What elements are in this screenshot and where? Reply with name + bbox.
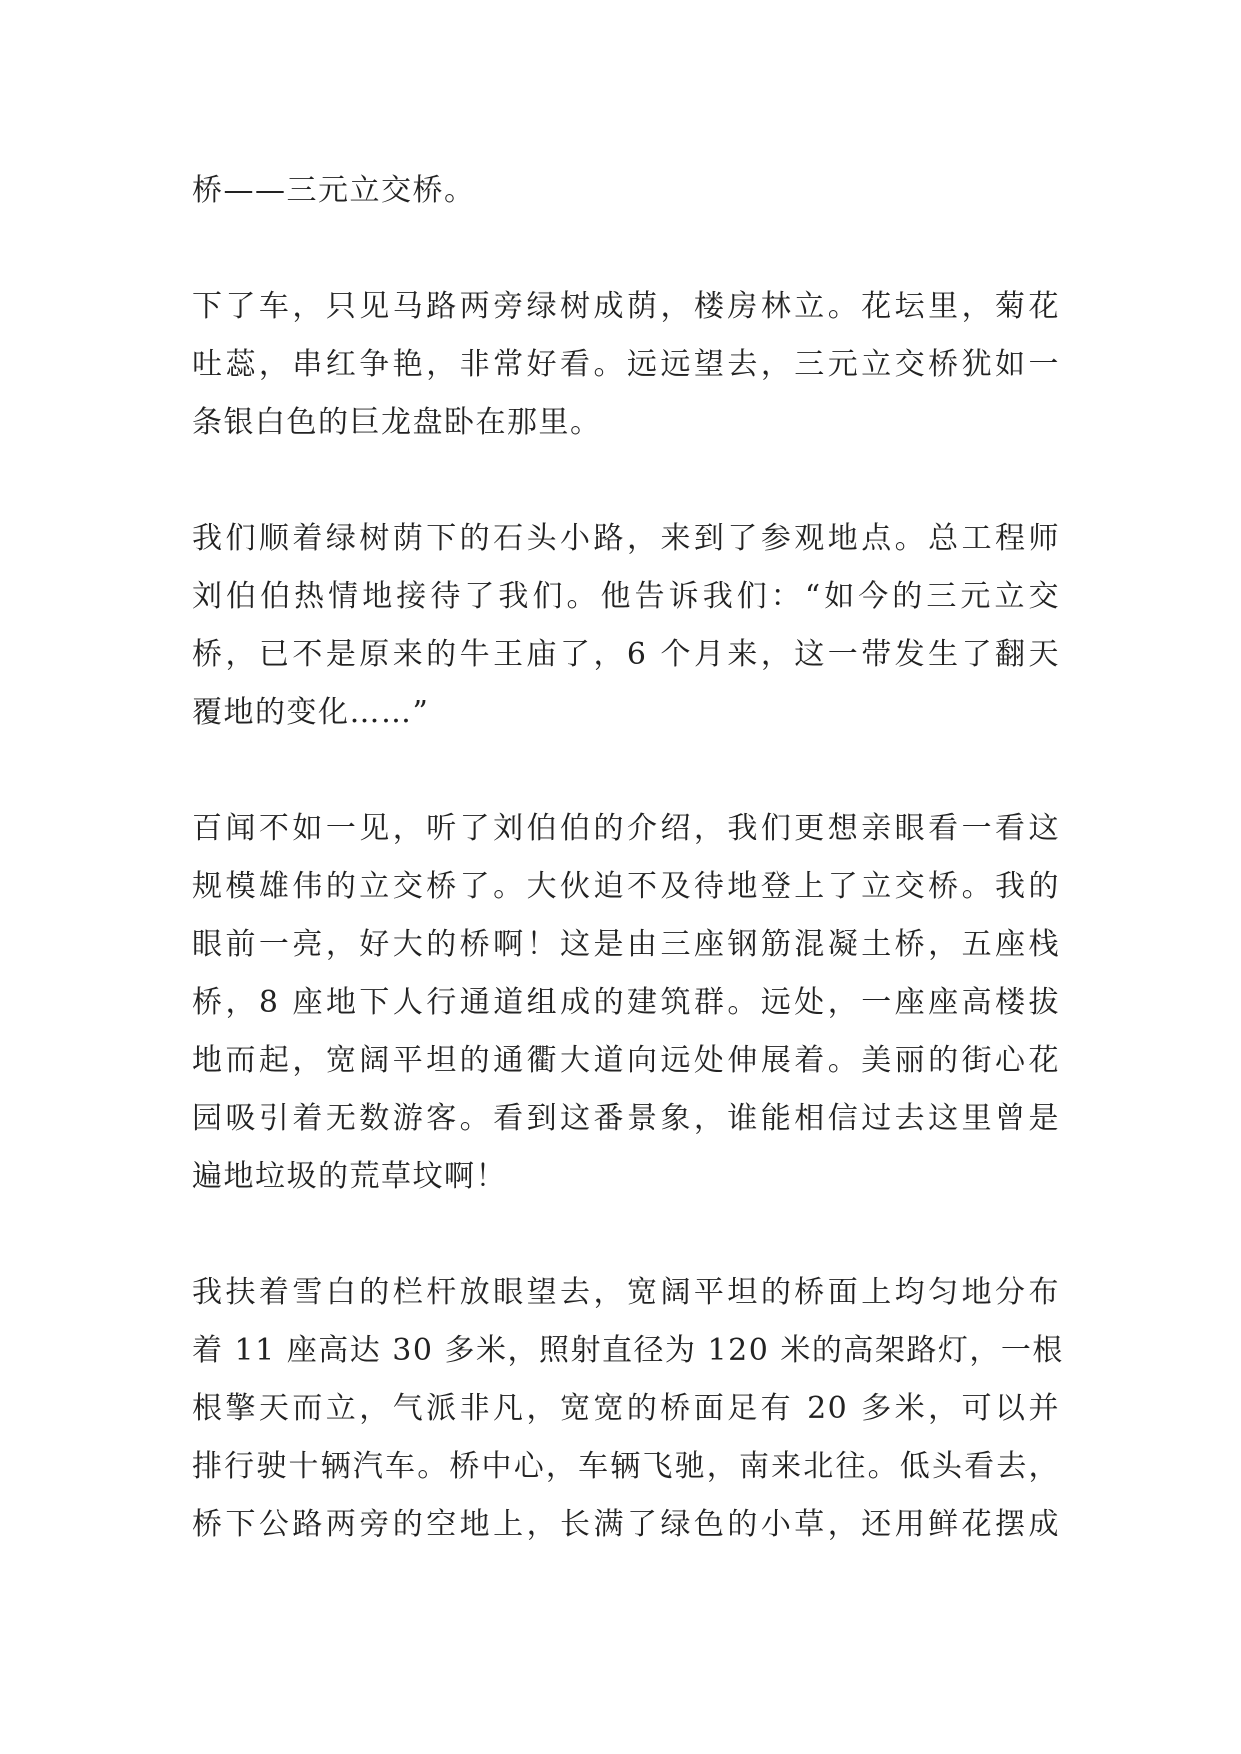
text-line: 园吸引着无数游客。看到这番景象，谁能相信过去这里曾是 — [192, 1101, 1060, 1136]
text-line: 规模雄伟的立交桥了。大伙迫不及待地登上了立交桥。我的 — [192, 869, 1060, 904]
text-line: 我们顺着绿树荫下的石头小路，来到了参观地点。总工程师 — [192, 521, 1060, 556]
text-line: 遍地垃圾的荒草坟啊！ — [192, 1159, 507, 1194]
text-line: 刘伯伯热情地接待了我们。他告诉我们：“如今的三元立交 — [192, 579, 1060, 614]
paragraph-5 — [192, 1264, 1064, 1554]
text-line: 桥下公路两旁的空地上，长满了绿色的小草，还用鲜花摆成 — [192, 1507, 1060, 1542]
text-line: 桥，已不是原来的牛王庙了，6 个月来，这一带发生了翻天 — [192, 637, 1060, 672]
text-line: 吐蕊，串红争艳，非常好看。远远望去，三元立交桥犹如一 — [192, 347, 1060, 382]
text-line: 地而起，宽阔平坦的通衢大道向远处伸展着。美丽的街心花 — [192, 1043, 1060, 1078]
text-line: 覆地的变化……” — [192, 695, 430, 730]
text-line: 眼前一亮，好大的桥啊！这是由三座钢筋混凝土桥，五座栈 — [192, 927, 1060, 962]
text-line: 百闻不如一见，听了刘伯伯的介绍，我们更想亲眼看一看这 — [192, 811, 1060, 846]
text-line: 条银白色的巨龙盘卧在那里。 — [192, 405, 602, 440]
text-line: 桥，8 座地下人行通道组成的建筑群。远处，一座座高楼拔 — [192, 985, 1060, 1020]
text-line: 下了车，只见马路两旁绿树成荫，楼房林立。花坛里，菊花 — [192, 289, 1060, 324]
text-line: 排行驶十辆汽车。桥中心，车辆飞驰，南来北往。低头看去， — [192, 1449, 1060, 1484]
text-line: 桥——三元立交桥。 — [192, 173, 476, 208]
paragraph-4 — [192, 800, 1060, 1206]
document-body — [192, 162, 1064, 1612]
text-line: 我扶着雪白的栏杆放眼望去，宽阔平坦的桥面上均匀地分布 — [192, 1275, 1060, 1310]
paragraph-2 — [192, 278, 1060, 452]
text-line: 根擎天而立，气派非凡，宽宽的桥面足有 20 多米，可以并 — [192, 1391, 1060, 1426]
paragraph-3 — [192, 510, 1060, 742]
text-line: 着 11 座高达 30 多米，照射直径为 120 米的高架路灯，一根 — [192, 1333, 1064, 1368]
paragraph-1 — [192, 162, 1060, 220]
